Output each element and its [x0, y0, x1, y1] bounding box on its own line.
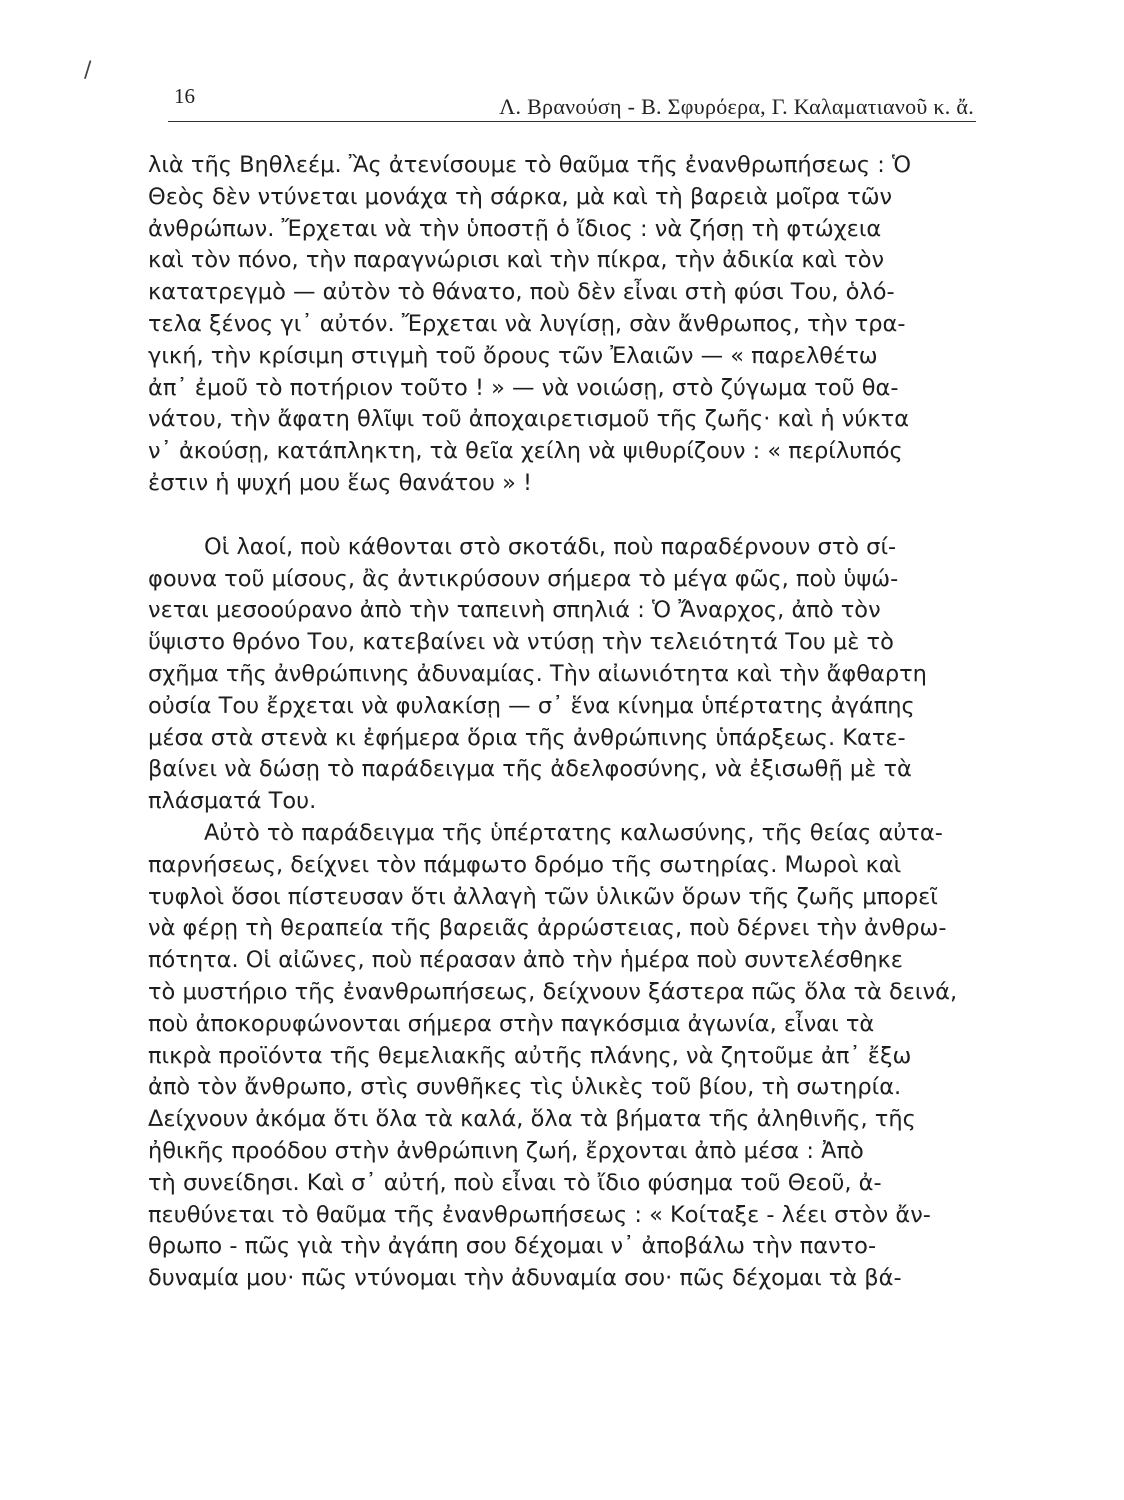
text-line: θρωπο - πῶς γιὰ τὴν ἀγάπη σου δέχομαι ν᾽ ἀποβάλω τὴν παντο-: [148, 1233, 877, 1260]
text-line: πικρὰ προϊόντα τῆς θεμελιακῆς αὐτῆς πλάνης, νὰ ζητοῦμε ἀπ᾽ ἔξω: [148, 1042, 912, 1069]
stray-pen-mark: /: [84, 58, 92, 83]
running-head: Λ. Βρανούση - Β. Σφυρόερα, Γ. Καλαματιανοῦ κ. ἄ.: [499, 94, 974, 119]
body-text: [148, 150, 998, 1295]
text-line: ποὺ ἀποκορυφώνονται σήμερα στὴν παγκόσμια ἀγωνία, εἶναι τὰ: [148, 1010, 875, 1037]
text-line: ἠθικῆς προόδου στὴν ἀνθρώπινη ζωή, ἔρχονται ἀπὸ μέσα : Ἀπὸ: [148, 1137, 864, 1164]
text-line: ἀνθρώπων. Ἔρχεται νὰ τὴν ὑποστῇ ὁ ἴδιος : νὰ ζήσῃ τὴ φτώχεια: [148, 215, 882, 242]
text-line: λιὰ τῆς Βηθλεέμ. Ἂς ἀτενίσουμε τὸ θαῦμα τῆς ἐνανθρωπήσεως : Ὁ: [148, 152, 912, 178]
page-number: 16: [174, 84, 195, 108]
text-line: οὐσία Του ἔρχεται νὰ φυλακίσῃ — σ᾽ ἕνα κίνημα ὑπέρτατης ἀγάπης: [148, 692, 915, 719]
text-line: ν᾽ ἀκούσῃ, κατάπληκτη, τὰ θεῖα χείλη νὰ ψιθυρίζουν : « περίλυπός: [148, 438, 903, 465]
text-line: ἐστιν ἡ ψυχή μου ἕως θανάτου » !: [148, 469, 533, 496]
text-line: ἀπ᾽ ἐμοῦ τὸ ποτήριον τοῦτο ! » — νὰ νοιώσῃ, στὸ ζύγωμα τοῦ θα-: [148, 374, 899, 401]
text-line: τὸ μυστήριο τῆς ἐνανθρωπήσεως, δείχνουν ξάστερα πῶς ὅλα τὰ δεινά,: [148, 978, 958, 1005]
paragraph-3: [148, 818, 998, 1295]
text-line: φουνα τοῦ μίσους, ἂς ἀντικρύσουν σήμερα τὸ μέγα φῶς, ποὺ ὑψώ-: [148, 565, 899, 592]
header-rule: [168, 121, 976, 122]
text-line: παρνήσεως, δείχνει τὸν πάμφωτο δρόμο τῆς σωτηρίας. Μωροὶ καὶ: [148, 851, 902, 878]
text-line: μέσα στὰ στενὰ κι ἐφήμερα ὅρια τῆς ἀνθρώπινης ὑπάρξεως. Κατε-: [148, 724, 906, 751]
text-line: ἀπὸ τὸν ἄνθρωπο, στὶς συνθῆκες τὶς ὑλικὲς τοῦ βίου, τὴ σωτηρία.: [148, 1074, 902, 1101]
text-line: κατατρεγμὸ — αὐτὸν τὸ θάνατο, ποὺ δὲν εἶναι στὴ φύσι Του, ὁλό-: [148, 279, 895, 306]
text-line: Οἱ λαοί, ποὺ κάθονται στὸ σκοτάδι, ποὺ παραδέρνουν στὸ σί-: [204, 533, 897, 560]
text-line: νεται μεσοούρανο ἀπὸ τὴν ταπεινὴ σπηλιά : Ὁ Ἄναρχος, ἀπὸ τὸν: [148, 597, 881, 624]
text-line: Δείχνουν ἀκόμα ὅτι ὅλα τὰ καλά, ὅλα τὰ βήματα τῆς ἀληθινῆς, τῆς: [148, 1106, 916, 1133]
paragraph-gap: [148, 500, 998, 532]
text-line: νὰ φέρῃ τὴ θεραπεία τῆς βαρειᾶς ἀρρώστειας, ποὺ δέρνει τὴν ἀνθρω-: [148, 915, 947, 942]
text-line: πότητα. Οἱ αἰῶνες, ποὺ πέρασαν ἀπὸ τὴν ἡμέρα ποὺ συντελέσθηκε: [148, 947, 903, 974]
text-line: Αὐτὸ τὸ παράδειγμα τῆς ὑπέρτατης καλωσύνης, τῆς θείας αὐτα-: [204, 819, 943, 846]
text-line: βαίνει νὰ δώσῃ τὸ παράδειγμα τῆς ἀδελφοσύνης, νὰ ἐξισωθῇ μὲ τὰ: [148, 756, 912, 783]
text-line: πευθύνεται τὸ θαῦμα τῆς ἐνανθρωπήσεως : « Κοίταξε - λέει στὸν ἄν-: [148, 1201, 931, 1228]
text-line: ὕψιστο θρόνο Του, κατεβαίνει νὰ ντύσῃ τὴν τελειότητά Του μὲ τὸ: [148, 629, 894, 656]
text-line: καὶ τὸν πόνο, τὴν παραγνώρισι καὶ τὴν πίκρα, τὴν ἀδικία καὶ τὸν: [148, 247, 885, 274]
text-line: νάτου, τὴν ἄφατη θλῖψι τοῦ ἀποχαιρετισμοῦ τῆς ζωῆς· καὶ ἡ νύκτα: [148, 406, 910, 433]
text-line: σχῆμα τῆς ἀνθρώπινης ἀδυναμίας. Τὴν αἰωνιότητα καὶ τὴν ἄφθαρτη: [148, 660, 927, 687]
text-line: τελα ξένος γι᾽ αὐτόν. Ἔρχεται νὰ λυγίσῃ, σὰν ἄνθρωπος, τὴν τρα-: [148, 310, 906, 337]
text-line: τὴ συνείδησι. Καὶ σ᾽ αὐτή, ποὺ εἶναι τὸ ἴδιο φύσημα τοῦ Θεοῦ, ἀ-: [148, 1169, 882, 1196]
text-line: δυναμία μου· πῶς ντύνομαι τὴν ἀδυναμία σου· πῶς δέχομαι τὰ βά-: [148, 1265, 902, 1292]
paragraph-1: [148, 150, 998, 500]
text-line: πλάσματά Του.: [148, 788, 317, 815]
text-line: Θεὸς δὲν ντύνεται μονάχα τὴ σάρκα, μὰ καὶ τὴ βαρειὰ μοῖρα τῶν: [148, 183, 893, 210]
text-line: τυφλοὶ ὅσοι πίστευσαν ὅτι ἀλλαγὴ τῶν ὑλικῶν ὅρων τῆς ζωῆς μπορεῖ: [148, 883, 938, 910]
text-line: γική, τὴν κρίσιμη στιγμὴ τοῦ ὄρους τῶν Ἐλαιῶν — « παρελθέτω: [148, 342, 878, 369]
paragraph-2: [148, 532, 998, 818]
